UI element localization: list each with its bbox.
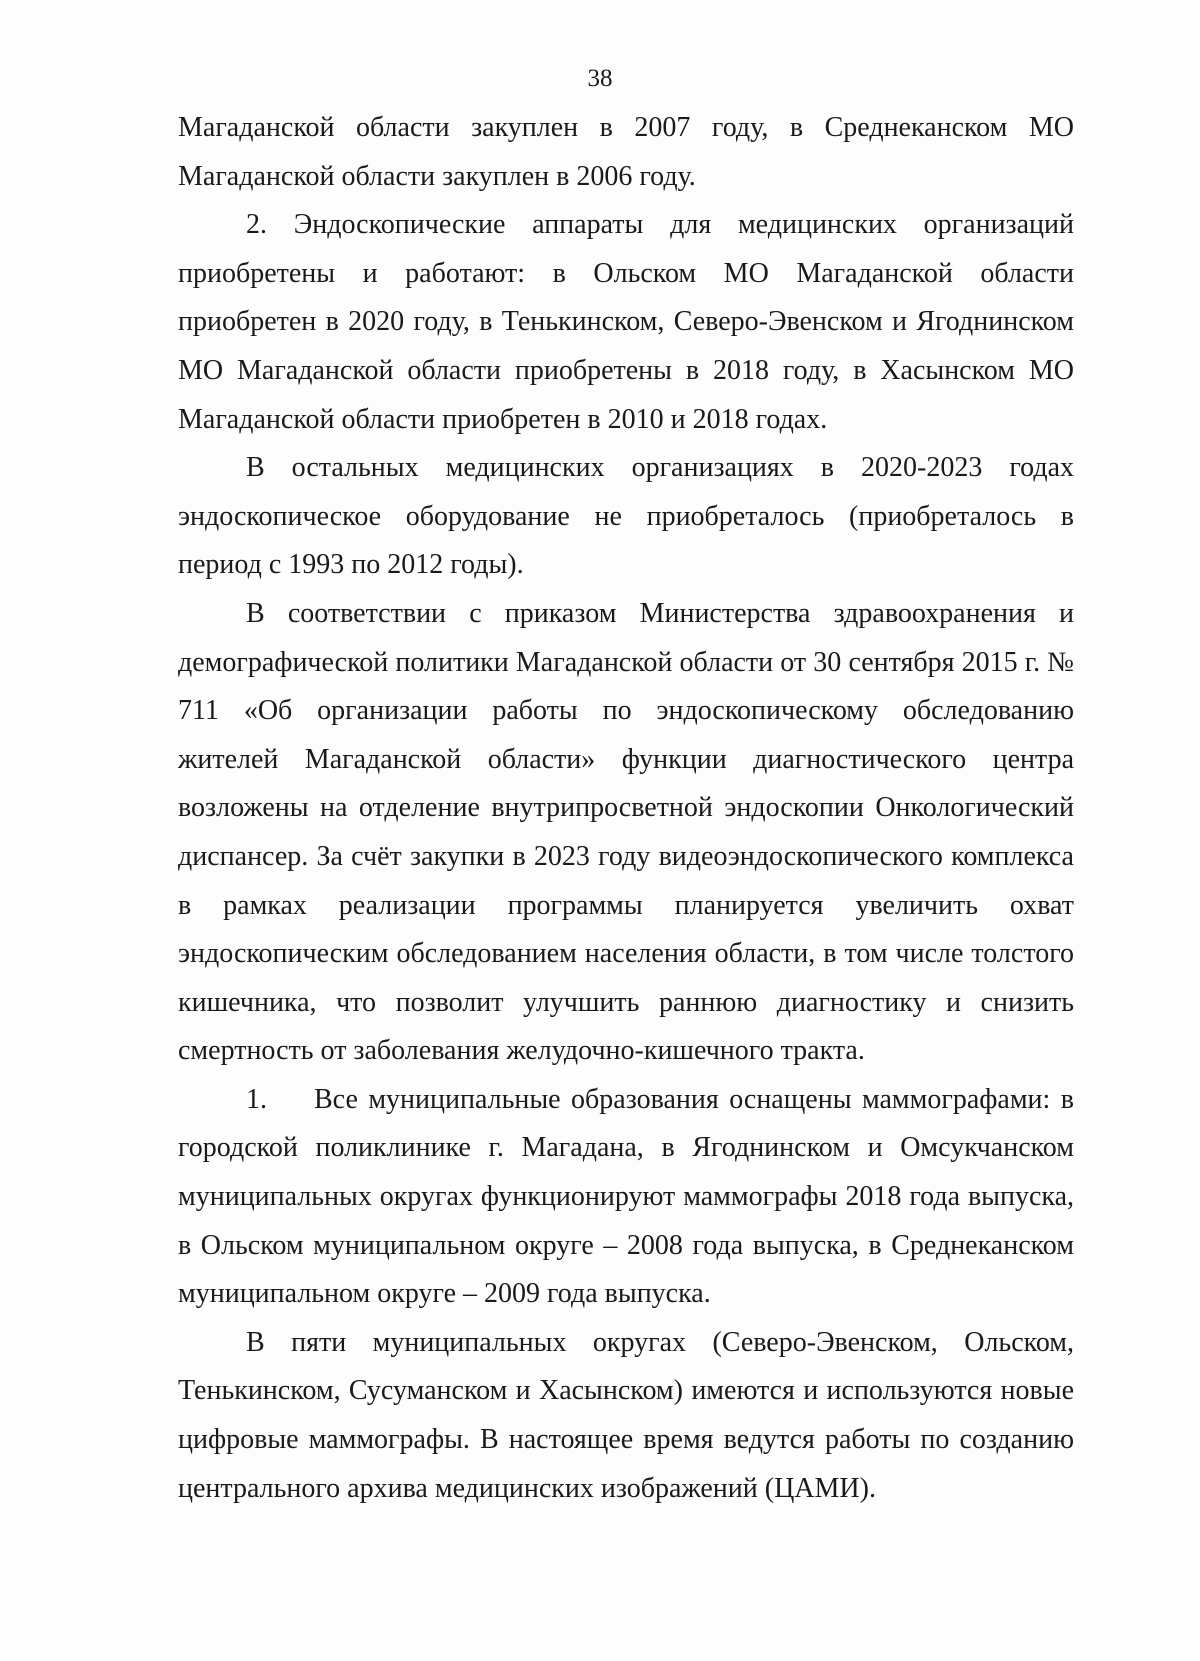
list-item-text: Все муниципальные образования оснащены маммографами: в городской поликлинике г. Магадана, в Ягоднинском и Омсукчанском муниципальных округах функционируют маммографы 2018 года выпуска, в Ольском муниципальном округе – 2008 года выпуска, в Среднеканском муниципальном округе – 2009 года выпуска. [178,1083,1074,1310]
paragraph-mammographs-list-item [178,1076,1074,1319]
document-body [178,104,1074,1513]
list-item-number: 1. [246,1083,267,1115]
page-number: 38 [587,65,613,92]
paragraph-ministry-order: В соответствии с приказом Министерства здравоохранения и демографической политики Магаданской области от 30 сентября 2015 г. № 711 «Об организации работы по эндоскопическому обследованию жителей Магаданской области» функции диагностического центра возложены на отделение внутрипросветной эндоскопии Онкологический диспансер. За счёт закупки в 2023 году видеоэндоскопического комплекса в рамках реализации программы планируется увеличить охват эндоскопическим обследованием населения области, в том числе толстого кишечника, что позволит улучшить раннюю диагностику и снизить смертность от заболевания желудочно-кишечного тракта. [178,597,1074,1067]
paragraph-continuation: Магаданской области закуплен в 2007 году, в Среднеканском МО Магаданской области закуплен в 2006 году. [178,112,1074,192]
paragraph-endoscopes-purchased: 2. Эндоскопические аппараты для медицинских организаций приобретены и работают: в Ольском МО Магаданской области приобретен в 2020 году, в Тенькинском, Северо-Эвенском и Ягоднинском МО Магаданской области приобретены в 2018 году, в Хасынском МО Магаданской области приобретен в 2010 и 2018 годах. [178,209,1074,435]
paragraph-digital-mammographs: В пяти муниципальных округах (Северо-Эвенском, Ольском, Тенькинском, Сусуманском и Хасынском) имеются и используются новые цифровые маммографы. В настоящее время ведутся работы по созданию центрального архива медицинских изображений (ЦАМИ). [178,1326,1074,1504]
paragraph-other-organizations: В остальных медицинских организациях в 2020-2023 годах эндоскопическое оборудование не приобреталось (приобреталось в период с 1993 по 2012 годы). [178,452,1074,581]
